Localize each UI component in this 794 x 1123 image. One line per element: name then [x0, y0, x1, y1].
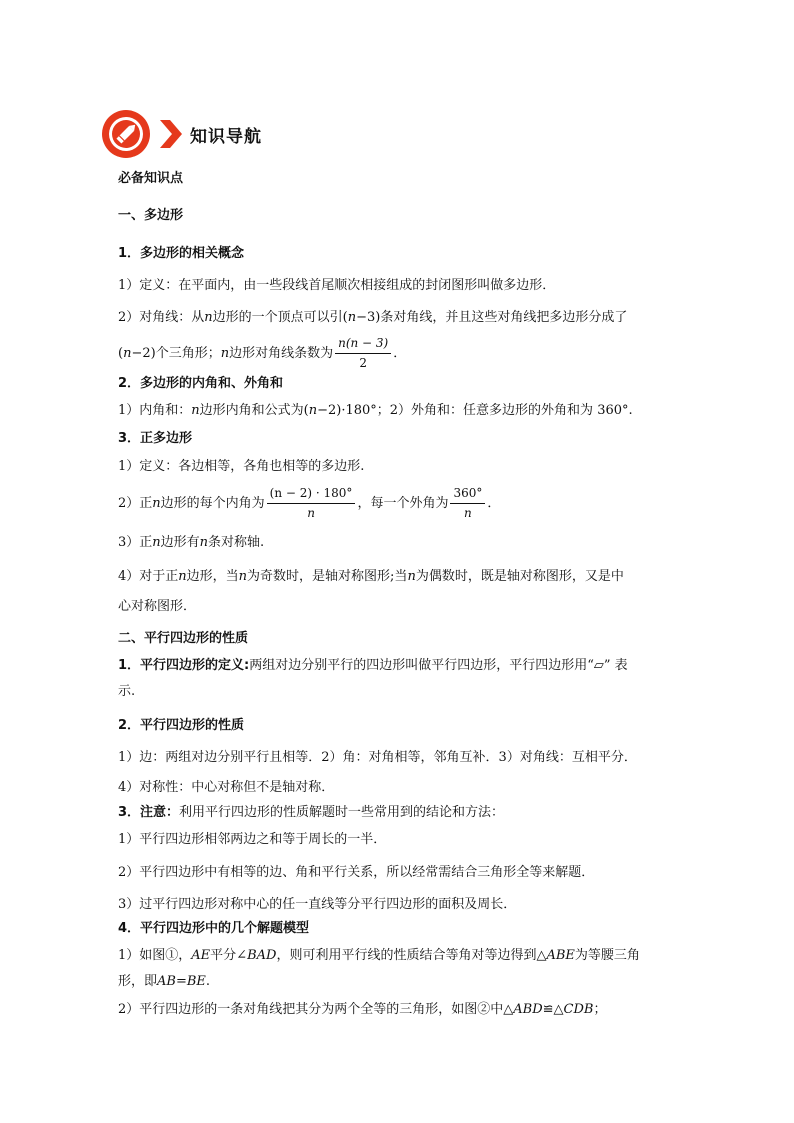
p1-s2-heading: 2．多边形的内角和、外角和 [118, 376, 284, 391]
p2-s3-line3: 3）过平行四边形对称中心的任一直线等分平行四边形的面积及周长． [118, 897, 517, 912]
p1-s1-line1: 1）定义：在平面内，由一些段线首尾顺次相接组成的封闭图形叫做多边形． [118, 278, 556, 293]
p1-s1-heading: 1．多边形的相关概念 [118, 246, 245, 261]
p1-s3-line5: 心对称图形． [118, 599, 197, 614]
p2-s3-line1: 1）平行四边形相邻两边之和等于周长的一半． [118, 832, 387, 847]
p2-s1-line2: 示. [118, 684, 136, 699]
p1-s3-heading: 3．正多边形 [118, 431, 193, 446]
part2-heading: 二、平行四边形的性质 [118, 631, 249, 646]
p2-s4-line2: 形，即AB=BE. [118, 974, 211, 989]
diagonal-count-fraction: $\frac{n(n - 3)}{2}$ [335, 336, 391, 371]
p2-s4-line1: 1）如图①，AE平分∠BAD，则可利用平行线的性质结合等角对等边得到△ABE为等腰三角 [118, 948, 640, 963]
part1-heading: 一、多边形 [118, 208, 184, 223]
p2-s2-line2: 4）对称性：中心对称但不是轴对称． [118, 780, 335, 795]
page-title: 知识导航 [190, 127, 262, 147]
section-header [100, 108, 400, 160]
p1-s3-line3: 3）正n边形有n条对称轴. [118, 535, 265, 550]
interior-angle-fraction: $\frac{(n - 2) \cdot 180^\circ}{n}$ [267, 486, 356, 521]
exterior-angle-fraction: $\frac{360^\circ}{n}$ [450, 486, 485, 521]
p1-s1-line2: 2）对角线：从n边形的一个顶点可以引(n−3)条对角线，并且这些对角线把多边形分成了 [118, 310, 628, 325]
p2-s2-line1: 1）边：两组对边分别平行且相等．2）角：对角相等，邻角互补．3）对角线：互相平分． [118, 750, 637, 765]
p2-s2-heading: 2．平行四边形的性质 [118, 718, 245, 733]
p1-s3-line1: 1）定义：各边相等，各角也相等的多边形. [118, 459, 365, 474]
chevron-right-icon [158, 118, 184, 150]
p1-s3-line2: 2）正n边形的每个内角为 $\frac{(n - 2) \cdot 180^\circ}{n}$ ，每一个外角为 $\frac{360^\circ}{n}$ ． [118, 486, 501, 520]
section-title: 必备知识点 [118, 171, 184, 186]
p2-s1-line1: 1．平行四边形的定义:两组对边分别平行的四边形叫做平行四边形，平行四边形用“▱” 表 [118, 658, 628, 673]
p2-s4-line3: 2）平行四边形的一条对角线把其分为两个全等的三角形，如图②中△ABD≌△CDB； [118, 1002, 607, 1017]
p1-s3-line4: 4）对于正n边形，当n为奇数时，是轴对称图形;当n为偶数时，既是轴对称图形，又是中 [118, 569, 624, 584]
p1-s2-line1: 1）内角和：n边形内角和公式为(n−2)·180°；2）外角和：任意多边形的外角和为 360°. [118, 403, 633, 418]
p1-s1-line3: (n−2)个三角形；n边形对角线条数为 $\frac{n(n - 3)}{2}$ ． [118, 336, 407, 370]
pencil-icon [100, 108, 152, 160]
p2-s3-line2: 2）平行四边形中有相等的边、角和平行关系，所以经常需结合三角形全等来解题． [118, 865, 595, 880]
p2-s4-heading: 4．平行四边形中的几个解题模型 [118, 921, 310, 936]
p2-s3-line0: 3．注意：利用平行四边形的性质解题时一些常用到的结论和方法： [118, 805, 505, 820]
